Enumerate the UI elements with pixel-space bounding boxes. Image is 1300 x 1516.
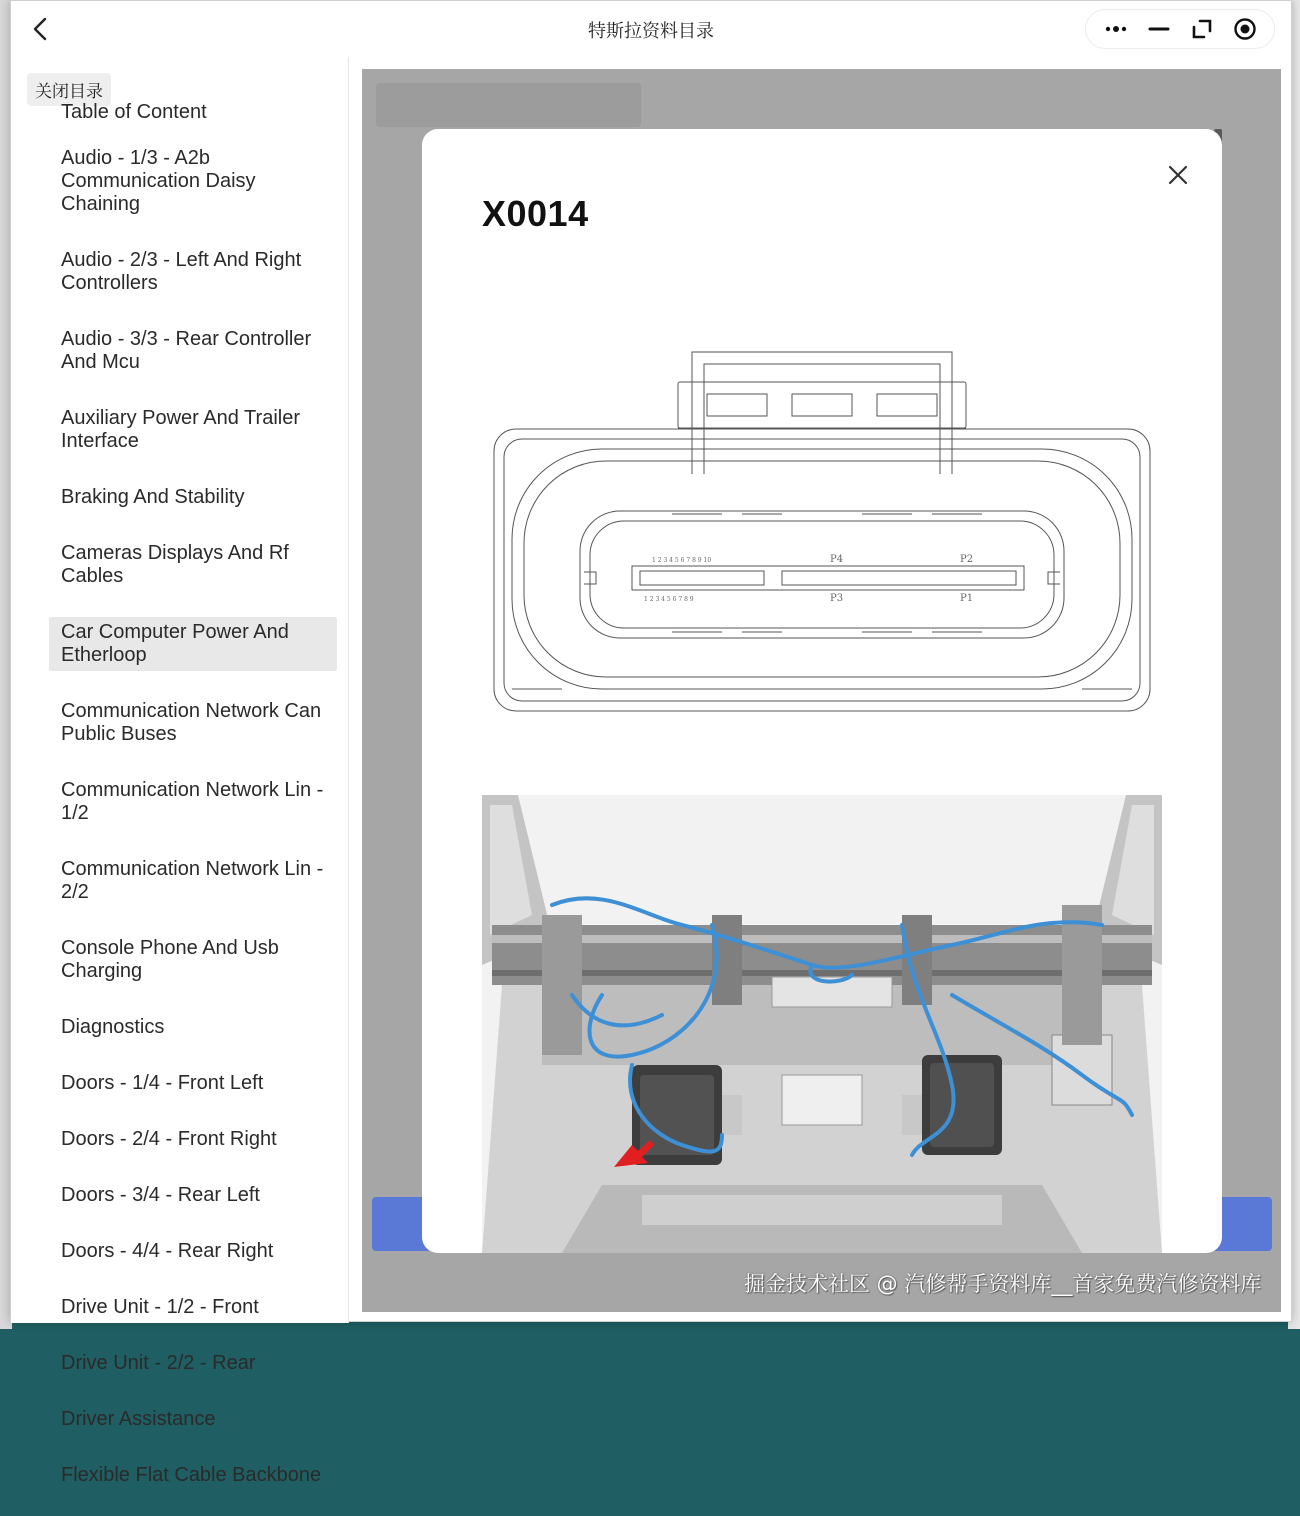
toc-item[interactable]: Console Phone And Usb Charging <box>61 937 279 982</box>
close-icon <box>1158 155 1198 195</box>
toc-item[interactable]: Audio - 1/3 - A2b Communication Daisy Chaining <box>61 147 256 215</box>
toc-item[interactable]: Drive Unit - 1/2 - Front <box>61 1296 259 1318</box>
minimize-icon <box>1147 17 1171 41</box>
svg-text:1 2 3 4 5 6 7 8 9: 1 2 3 4 5 6 7 8 9 <box>644 596 694 603</box>
record-button[interactable] <box>1228 14 1262 44</box>
toc-item[interactable]: Doors - 1/4 - Front Left <box>61 1072 264 1094</box>
toc-item[interactable]: Communication Network Lin - 2/2 <box>61 858 324 903</box>
watermark-text: 掘金技术社区 @ 汽修帮手资料库__首家免费汽修资料库 <box>744 1272 1262 1296</box>
vehicle-location-image <box>482 795 1162 1253</box>
modal-close-button[interactable] <box>1158 155 1198 195</box>
toc-item[interactable]: Communication Network Can Public Buses <box>61 700 322 745</box>
pin-label-p4: P4 <box>830 554 844 565</box>
toc-item[interactable]: Drive Unit - 2/2 - Rear <box>61 1352 256 1374</box>
toc-item[interactable]: Doors - 2/4 - Front Right <box>61 1128 277 1150</box>
background-tabs <box>376 83 641 127</box>
toc-item[interactable]: Braking And Stability <box>61 486 245 508</box>
close-toc-button[interactable]: 关闭目录 <box>27 73 111 106</box>
connector-modal <box>422 129 1222 1253</box>
connector-title: X0014 <box>482 193 589 234</box>
restore-icon <box>1190 17 1214 41</box>
toc-item[interactable]: Driver Assistance <box>61 1408 216 1430</box>
toc-item[interactable]: Doors - 4/4 - Rear Right <box>61 1240 274 1262</box>
app-window <box>10 0 1292 1486</box>
title-bar <box>11 1 1291 57</box>
toc-item[interactable]: Cameras Displays And Rf Cables <box>61 542 289 587</box>
pin-label-p2: P2 <box>960 554 974 565</box>
connector-diagram <box>482 324 1162 724</box>
toc-item[interactable]: Diagnostics <box>61 1016 165 1038</box>
more-button[interactable] <box>1099 14 1133 44</box>
toc-item[interactable]: Flexible Flat Cable Backbone <box>61 1464 322 1486</box>
toc-item[interactable]: Car Computer Power And Etherloop <box>49 617 337 671</box>
record-icon <box>1233 17 1257 41</box>
restore-button[interactable] <box>1185 14 1219 44</box>
more-dots-icon <box>1104 17 1128 41</box>
pin-label-p3: P3 <box>830 593 844 604</box>
toc-sidebar <box>11 57 349 1486</box>
pin-label-p1: P1 <box>960 593 974 604</box>
toc-heading[interactable]: Table of Content <box>61 101 207 123</box>
content-overlay <box>362 69 1281 1312</box>
window-controls <box>1085 9 1275 49</box>
toc-item[interactable]: Auxiliary Power And Trailer Interface <box>61 407 300 452</box>
toc-item[interactable]: Audio - 2/3 - Left And Right Controllers <box>61 249 302 294</box>
toc-list <box>49 143 337 1516</box>
toc-item[interactable]: Doors - 3/4 - Rear Left <box>61 1184 260 1206</box>
toc-item[interactable]: Communication Network Lin - 1/2 <box>61 779 324 824</box>
svg-text:1 2 3 4 5 6 7 8 9 10: 1 2 3 4 5 6 7 8 9 10 <box>652 557 712 564</box>
window-title: 特斯拉资料目录 <box>588 21 714 42</box>
toc-item[interactable]: Audio - 3/3 - Rear Controller And Mcu <box>61 328 312 373</box>
minimize-button[interactable] <box>1142 14 1176 44</box>
